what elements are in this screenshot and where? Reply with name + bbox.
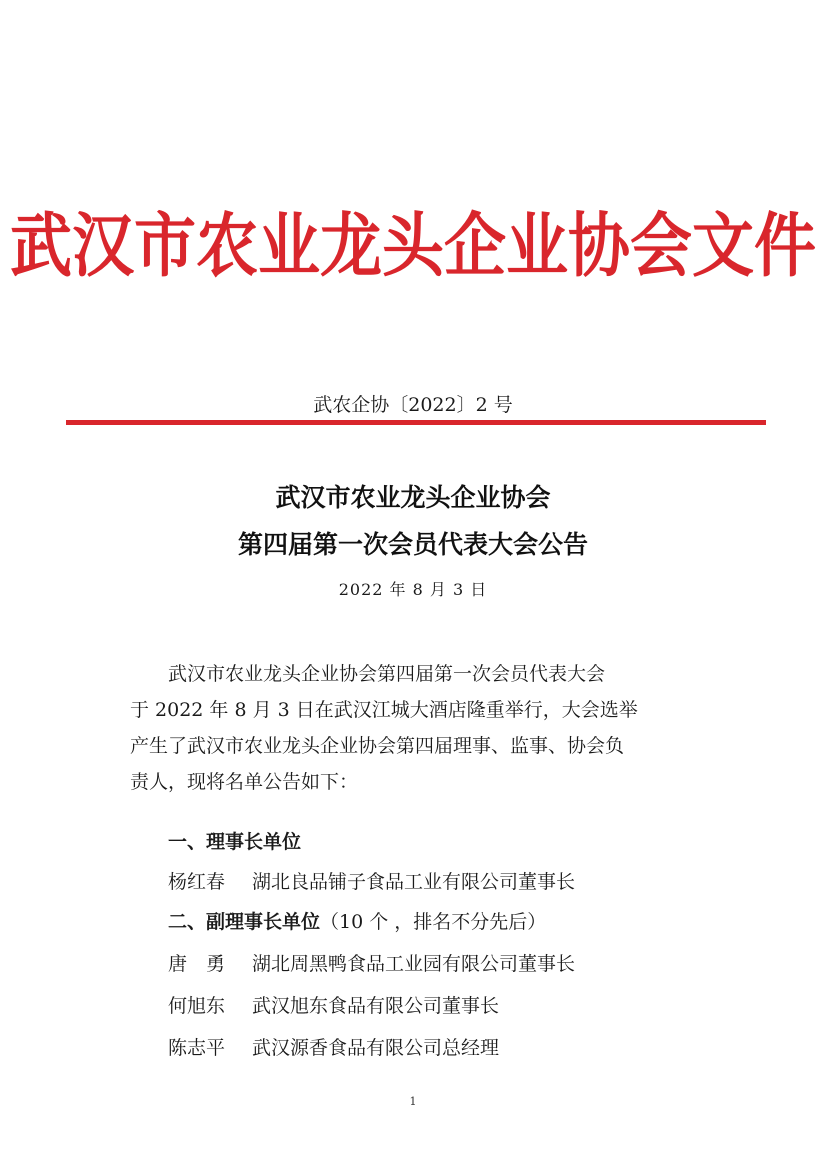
document-masthead: 武汉市农业龙头企业协会文件 xyxy=(9,204,816,287)
intro-line: 武汉市农业龙头企业协会第四届第一次会员代表大会 xyxy=(168,663,606,685)
announcement-title-line-2: 第四届第一次会员代表大会公告 xyxy=(237,530,588,559)
intro-line: 于 2022 年 8 月 3 日在武汉江城大酒店隆重举行，大会选举 xyxy=(130,699,638,721)
section-heading-chairman xyxy=(168,824,301,860)
member-name: 何旭东 xyxy=(168,995,226,1017)
member-title: 武汉源香食品有限公司总经理 xyxy=(252,1037,500,1059)
member-row xyxy=(168,946,575,982)
member-title: 武汉旭东食品有限公司董事长 xyxy=(252,995,500,1017)
section-heading-text: 一、理事长单位 xyxy=(168,831,302,853)
member-row xyxy=(168,864,575,900)
member-row xyxy=(168,988,499,1024)
intro-line: 产生了武汉市农业龙头企业协会第四届理事、监事、协会负 xyxy=(130,735,625,757)
intro-line: 责人，现将名单公告如下： xyxy=(130,771,359,793)
member-name: 陈志平 xyxy=(168,1037,226,1059)
member-name: 唐 勇 xyxy=(168,953,226,975)
member-name: 杨红春 xyxy=(168,871,226,893)
document-number: 武农企协〔2022〕2 号 xyxy=(313,394,513,416)
member-title: 湖北良品铺子食品工业有限公司董事长 xyxy=(252,871,576,893)
page-number: 1 xyxy=(409,1095,417,1108)
announcement-date: 2022 年 8 月 3 日 xyxy=(338,580,488,599)
section-heading-note: （10 个 ，排名不分先后） xyxy=(320,911,547,933)
announcement-title-line-1: 武汉市农业龙头企业协会 xyxy=(275,483,551,512)
section-heading-vice-chairman xyxy=(168,904,546,940)
intro-paragraph xyxy=(130,656,690,800)
section-heading-text: 二、副理事长单位 xyxy=(168,911,321,933)
member-row xyxy=(168,1030,499,1066)
red-divider-rule xyxy=(66,420,766,425)
member-title: 湖北周黑鸭食品工业园有限公司董事长 xyxy=(252,953,576,975)
